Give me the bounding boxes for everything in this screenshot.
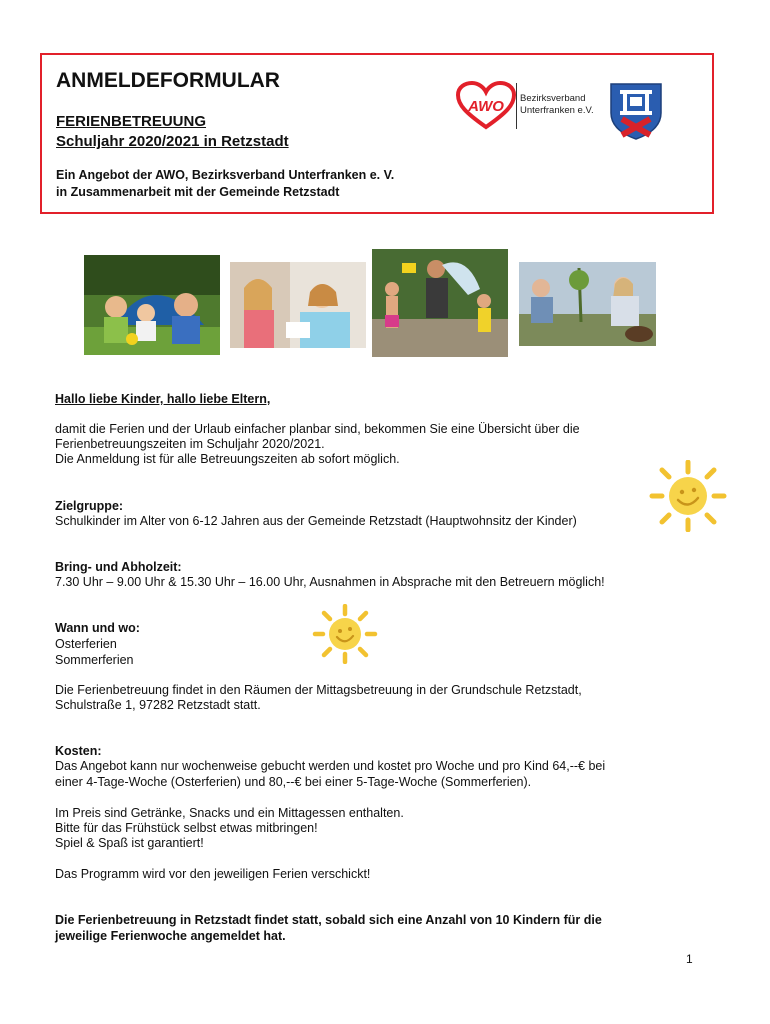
intro-line-3: Die Anmeldung ist für alle Betreuungszeiten ab sofort möglich. xyxy=(55,452,400,466)
zeiten-heading: Bring- und Abholzeit: xyxy=(55,560,182,574)
logo-line-1: Bezirksverband xyxy=(520,93,586,104)
wann-item-osterferien: Osterferien xyxy=(55,637,117,651)
logo-divider xyxy=(516,83,517,129)
zielgruppe-text: Schulkinder im Alter von 6-12 Jahren aus der Gemeinde Retzstadt (Hauptwohnsitz der Kinder) xyxy=(55,514,577,528)
footer-note-line-2: jeweilige Ferienwoche angemeldet hat. xyxy=(55,929,286,943)
location-line-2: Schulstraße 1, 97282 Retzstadt statt. xyxy=(55,698,261,712)
offer-line-2: in Zusammenarbeit mit der Gemeinde Retzstadt xyxy=(56,185,340,199)
location-line-1: Die Ferienbetreuung findet in den Räumen der Mittagsbetreuung in der Grundschule Retzstadt, xyxy=(55,683,582,697)
photo-planting-garden xyxy=(519,262,656,346)
logo-text xyxy=(520,93,594,117)
awo-logo-text: AWO xyxy=(468,98,504,115)
kosten-line-2: einer 4-Tage-Woche (Osterferien) und 80,--€ bei einer 5-Tage-Woche (Sommerferien). xyxy=(55,775,532,789)
kosten-line-1: Das Angebot kann nur wochenweise gebucht werden und kostet pro Woche und pro Kind 64,--€ bei xyxy=(55,759,606,773)
coat-of-arms-icon xyxy=(608,81,664,141)
sun-icon xyxy=(312,604,378,664)
subtitle-schuljahr: Schuljahr 2020/2021 in Retzstadt xyxy=(56,133,289,150)
zielgruppe-heading: Zielgruppe: xyxy=(55,499,124,513)
programm-text: Das Programm wird vor den jeweiligen Ferien verschickt! xyxy=(55,867,371,881)
footer-note-line-1: Die Ferienbetreuung in Retzstadt findet statt, sobald sich eine Anzahl von 10 Kindern für die xyxy=(55,913,602,927)
offer-line-1: Ein Angebot der AWO, Bezirksverband Unterfranken e. V. xyxy=(56,168,395,182)
page-number: 1 xyxy=(686,952,693,966)
intro-line-2: Ferienbetreuungszeiten im Schuljahr 2020/2021. xyxy=(55,437,325,451)
subtitle-ferienbetreuung: FERIENBETREUUNG xyxy=(56,113,207,130)
preis-line-2: Bitte für das Frühstück selbst etwas mitbringen! xyxy=(55,821,318,835)
logo-line-2: Unterfranken e.V. xyxy=(520,105,594,116)
sun-icon xyxy=(648,460,728,532)
intro-line-1: damit die Ferien und der Urlaub einfacher planbar sind, bekommen Sie eine Übersicht über die xyxy=(55,422,580,436)
header-box xyxy=(40,53,714,214)
wann-heading: Wann und wo: xyxy=(55,621,140,635)
awo-logo xyxy=(456,81,516,131)
photo-girls-crafting xyxy=(230,262,366,348)
photo-water-fight xyxy=(372,249,508,357)
wann-item-sommerferien: Sommerferien xyxy=(55,653,134,667)
preis-line-1: Im Preis sind Getränke, Snacks und ein Mittagessen enthalten. xyxy=(55,806,404,820)
kosten-heading: Kosten: xyxy=(55,744,102,758)
photo-children-tent xyxy=(84,255,220,355)
zeiten-text: 7.30 Uhr – 9.00 Uhr & 15.30 Uhr – 16.00 Uhr, Ausnahmen in Absprache mit den Betreuern möglich! xyxy=(55,575,605,589)
greeting: Hallo liebe Kinder, hallo liebe Eltern, xyxy=(55,392,271,406)
preis-line-3: Spiel & Spaß ist garantiert! xyxy=(55,836,204,850)
page-title: ANMELDEFORMULAR xyxy=(56,69,280,92)
